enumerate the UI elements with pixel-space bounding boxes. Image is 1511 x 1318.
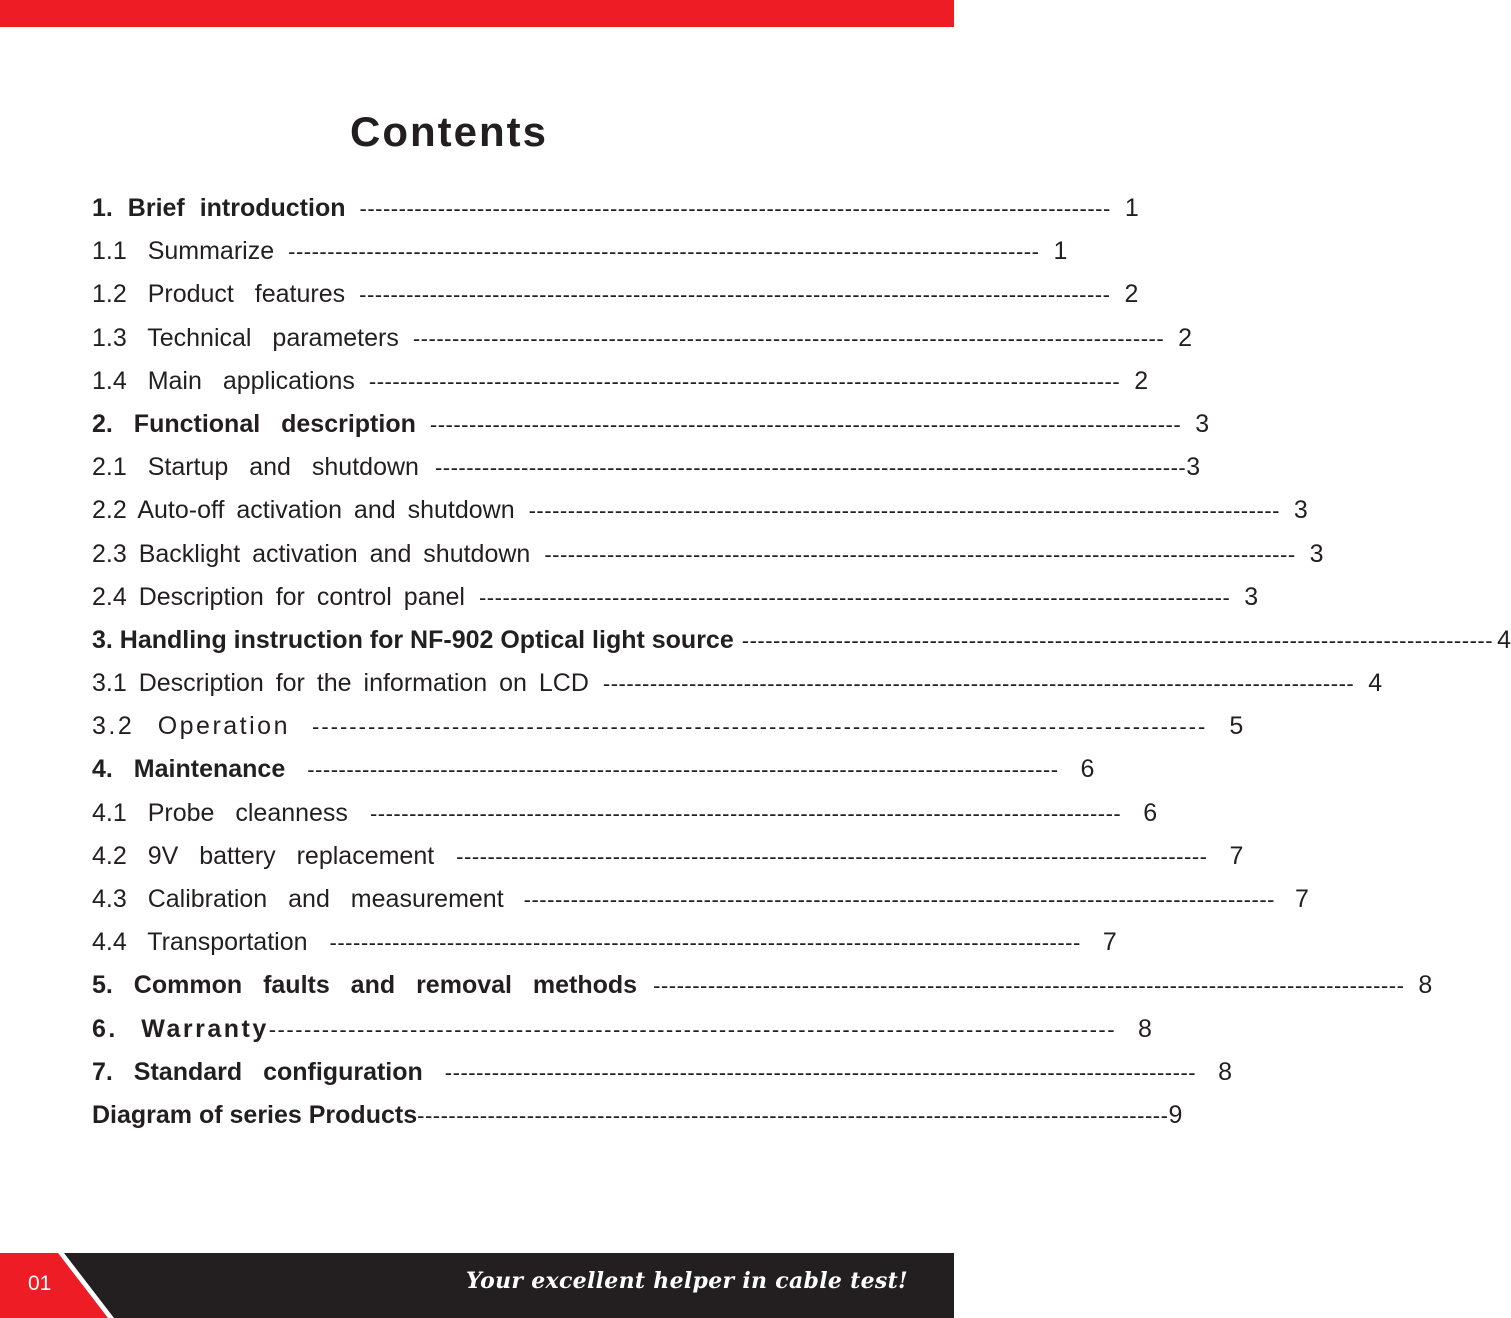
toc-entry-page: 8: [1218, 1057, 1233, 1086]
page-title: Contents: [350, 108, 548, 155]
toc-entry-page: 6: [1143, 798, 1158, 827]
toc-entry[interactable]: [92, 230, 1068, 273]
toc-entry-label: 7. Standard configuration: [92, 1057, 423, 1086]
toc-entry-label: 2.2 Auto-off activation and shutdown: [92, 496, 515, 525]
toc-leader: ------------------------------------------------------------------------------------------------: [368, 368, 1121, 394]
toc-entry[interactable]: [92, 835, 1244, 878]
toc-leader: ------------------------------------------------------------------------------------------------: [268, 1016, 1117, 1042]
toc-entry[interactable]: [92, 1008, 1152, 1051]
toc-entry-label: 4.2 9V battery replacement: [92, 841, 435, 870]
toc-entry-label: 3.2 Operation: [92, 712, 290, 741]
toc-entry[interactable]: [92, 1051, 1233, 1094]
toc-entry-page: 8: [1138, 1014, 1152, 1043]
toc-entry-page: 7: [1229, 841, 1244, 870]
toc-leader: ------------------------------------------------------------------------------------------------: [288, 239, 1040, 265]
toc-entry-page: 1: [1124, 194, 1139, 222]
toc-entry-page: 6: [1080, 755, 1095, 784]
toc-leader: ------------------------------------------------------------------------------------------------: [544, 541, 1296, 567]
toc-entry-page: 7: [1102, 928, 1117, 957]
toc-entry-label: 2.3 Backlight activation and shutdown: [92, 539, 531, 568]
toc-leader: ------------------------------------------------------------------------------------------------: [602, 671, 1355, 697]
toc-leader: ------------------------------------------------------------------------------------------------: [359, 282, 1111, 308]
page-number: 01: [28, 1272, 52, 1295]
toc-entry-label: 1.2 Product features: [92, 280, 346, 309]
footer-slogan: Your excellent helper in cable test!: [466, 1268, 908, 1294]
top-accent-bar: [0, 0, 954, 27]
toc-entry[interactable]: [92, 921, 1117, 964]
toc-entry-page: 8: [1418, 971, 1433, 1000]
toc-entry-label: 2.4 Description for control panel: [92, 582, 465, 611]
toc-entry-page: 3: [1309, 539, 1324, 568]
toc-entry-page: 5: [1229, 712, 1244, 741]
toc-entry[interactable]: [92, 748, 1095, 791]
toc-leader: ------------------------------------------------------------------------------------------------: [456, 843, 1208, 869]
toc-entry-label: 1.4 Main applications: [92, 366, 355, 395]
toc-entry[interactable]: [92, 273, 1139, 316]
toc-leader: ------------------------------------------------------------------------------------------------: [359, 196, 1111, 221]
toc-entry-label: 6. Warranty: [92, 1014, 269, 1043]
toc-leader: ------------------------------------------------------------------------------------------------: [478, 584, 1231, 610]
toc-entry-label: 1.3 Technical parameters: [92, 323, 399, 352]
toc-entry[interactable]: [92, 576, 1259, 619]
toc-leader: ------------------------------------------------------------------------------------------------: [417, 1102, 1169, 1128]
toc-entry-label: 4.1 Probe cleanness: [92, 798, 348, 827]
toc-leader: ------------------------------------------------------------------------------------------------: [434, 455, 1187, 481]
toc-leader: ------------------------------------------------------------------------------------------------: [429, 411, 1182, 437]
toc-entry-label: 4. Maintenance: [92, 755, 286, 784]
toc-entry-page: 3: [1293, 496, 1308, 525]
toc-leader: ------------------------------------------------------------------------------------------------: [412, 325, 1165, 351]
toc-entry[interactable]: [92, 446, 1201, 489]
toc-entry-page: 2: [1124, 280, 1139, 309]
toc-entry[interactable]: [92, 619, 1511, 662]
toc-entry-label: 5. Common faults and removal methods: [92, 971, 638, 1000]
toc-entry[interactable]: [92, 187, 1139, 230]
toc-leader: ------------------------------------------------------------------------------------------------: [444, 1059, 1197, 1085]
toc-entry-page: 1: [1053, 237, 1068, 266]
toc-leader: ------------------------------------------------------------------------------------------------: [307, 757, 1059, 783]
toc-leader: ------------------------------------------------------------------------------------------------: [523, 887, 1275, 912]
toc-entry-label: 2. Functional description: [92, 409, 416, 438]
toc-entry-label: 4.4 Transportation: [92, 928, 308, 957]
toc-entry[interactable]: [92, 1094, 1183, 1137]
table-of-contents: [92, 187, 1511, 1137]
toc-entry-page: 3: [1195, 409, 1210, 438]
toc-entry-label: 1. Brief introduction: [92, 194, 346, 222]
toc-entry-page: 7: [1294, 885, 1309, 913]
toc-entry-page: 2: [1178, 323, 1193, 352]
toc-entry[interactable]: [92, 792, 1158, 835]
toc-entry-page: 2: [1134, 366, 1149, 395]
toc-entry[interactable]: [92, 878, 1309, 921]
toc-entry-page: 3: [1244, 582, 1259, 611]
toc-entry-page: 9: [1168, 1100, 1183, 1129]
toc-entry-label: 1.1 Summarize: [92, 237, 275, 266]
toc-entry[interactable]: [92, 705, 1244, 748]
toc-entry-page: 3: [1186, 453, 1201, 482]
toc-entry-page: 4: [1497, 625, 1511, 654]
toc-leader: ------------------------------------------------------------------------------------------------: [741, 627, 1494, 653]
toc-leader: ------------------------------------------------------------------------------------------------: [312, 714, 1208, 740]
toc-entry-label: 4.3 Calibration and measurement: [92, 885, 504, 913]
toc-leader: ------------------------------------------------------------------------------------------------: [329, 930, 1081, 956]
toc-entry-label: Diagram of series Products: [92, 1100, 418, 1129]
toc-entry[interactable]: [92, 533, 1324, 576]
toc-entry-label: 3.1 Description for the information on LCD: [92, 669, 589, 698]
toc-entry[interactable]: [92, 489, 1308, 532]
toc-leader: ------------------------------------------------------------------------------------------------: [528, 498, 1280, 524]
toc-leader: ------------------------------------------------------------------------------------------------: [653, 973, 1405, 999]
toc-entry[interactable]: [92, 964, 1433, 1007]
toc-entry[interactable]: [92, 403, 1210, 446]
toc-entry-page: 4: [1368, 669, 1383, 698]
toc-entry-label: 3. Handling instruction for NF-902 Optical light source: [92, 625, 734, 654]
toc-entry[interactable]: [92, 360, 1149, 403]
toc-entry[interactable]: [92, 317, 1193, 360]
toc-leader: ------------------------------------------------------------------------------------------------: [369, 800, 1122, 826]
toc-entry-label: 2.1 Startup and shutdown: [92, 453, 419, 482]
toc-entry[interactable]: [92, 662, 1383, 705]
